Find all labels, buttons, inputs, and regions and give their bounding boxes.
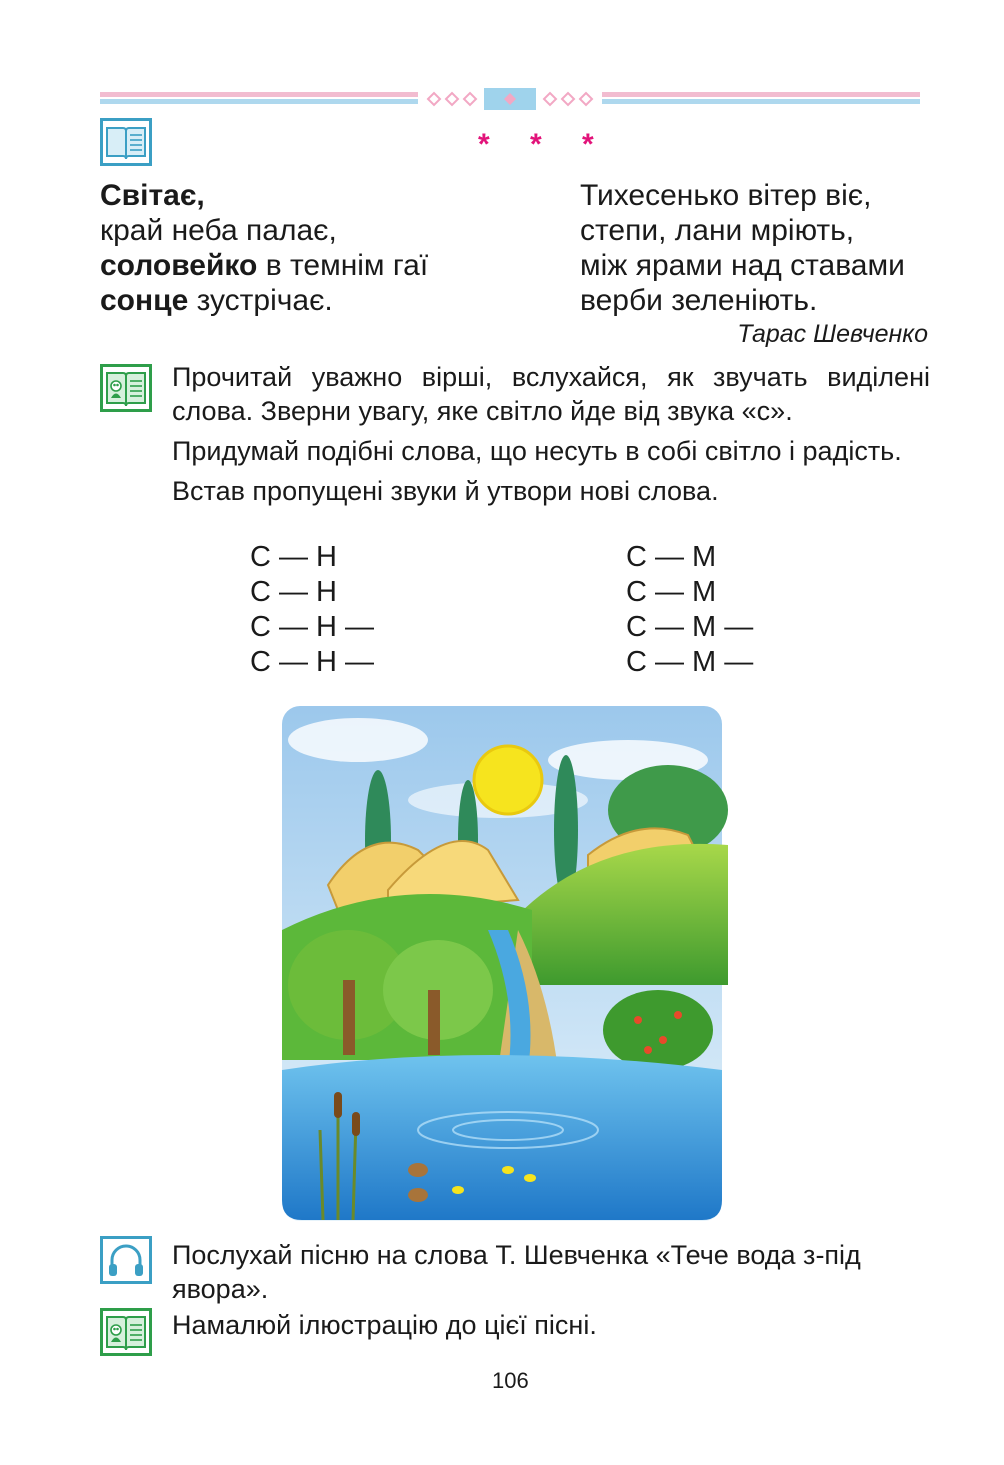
- poem-line: [100, 178, 540, 213]
- reading-owl-icon: [100, 364, 152, 412]
- headphones-icon: [100, 1236, 152, 1284]
- task-draw-illustration: Намалюй ілюстрацію до цієї пісні.: [172, 1310, 597, 1340]
- poem-line: верби зеленіють.: [580, 284, 818, 317]
- poem-stars: * * *: [478, 128, 610, 161]
- poem-right-column: [580, 178, 940, 318]
- poem-highlight-word: Світає,: [100, 179, 205, 212]
- letter-pattern: С — Н —: [250, 646, 375, 678]
- poem-line: край неба палає,: [100, 214, 337, 247]
- poem-line: сонце зустрічає.: [100, 284, 333, 317]
- letter-pattern: С — М —: [626, 646, 754, 678]
- poem-highlight-word: сонце: [100, 284, 189, 317]
- task-paragraph: Прочитай уважно вірші, вслухайся, як звучать виділені слова. Зверни увагу, яке світло йде від звука «с».: [172, 362, 930, 426]
- letter-pattern: С — Н: [250, 576, 337, 608]
- poem-left-column: [100, 178, 540, 318]
- page-number: 106: [492, 1368, 529, 1393]
- decorative-header-border: [100, 86, 920, 112]
- reading-owl-icon: [100, 1308, 152, 1356]
- letter-pattern: С — М —: [626, 611, 754, 643]
- pattern-column-right: [626, 540, 753, 680]
- poem-line: степи, лани мріють,: [580, 214, 855, 247]
- pattern-column-left: [250, 540, 374, 680]
- poem-line: Тихесенько вітер віє,: [580, 179, 872, 212]
- poem-highlight-word: соловейко: [100, 249, 258, 282]
- book-icon: [100, 118, 152, 166]
- poem-author: Тарас Шевченко: [737, 320, 928, 348]
- task-paragraph: Придумай подібні слова, що несуть в собі світло і радість.: [172, 436, 902, 466]
- task-instructions: [172, 360, 930, 508]
- task-paragraph: Встав пропущені звуки й утвори нові слова.: [172, 476, 719, 506]
- letter-pattern: С — М: [626, 576, 717, 608]
- letter-pattern: С — Н —: [250, 611, 375, 643]
- letter-pattern: С — Н: [250, 541, 337, 573]
- poem-line: соловейко в темнім гаї: [100, 249, 429, 282]
- task-listen-song: Послухай пісню на слова Т. Шевченка «Тече вода з-під явора».: [172, 1240, 861, 1304]
- poem-line: між ярами над ставами: [580, 249, 905, 282]
- letter-pattern: С — М: [626, 541, 717, 573]
- landscape-illustration: [268, 700, 736, 1230]
